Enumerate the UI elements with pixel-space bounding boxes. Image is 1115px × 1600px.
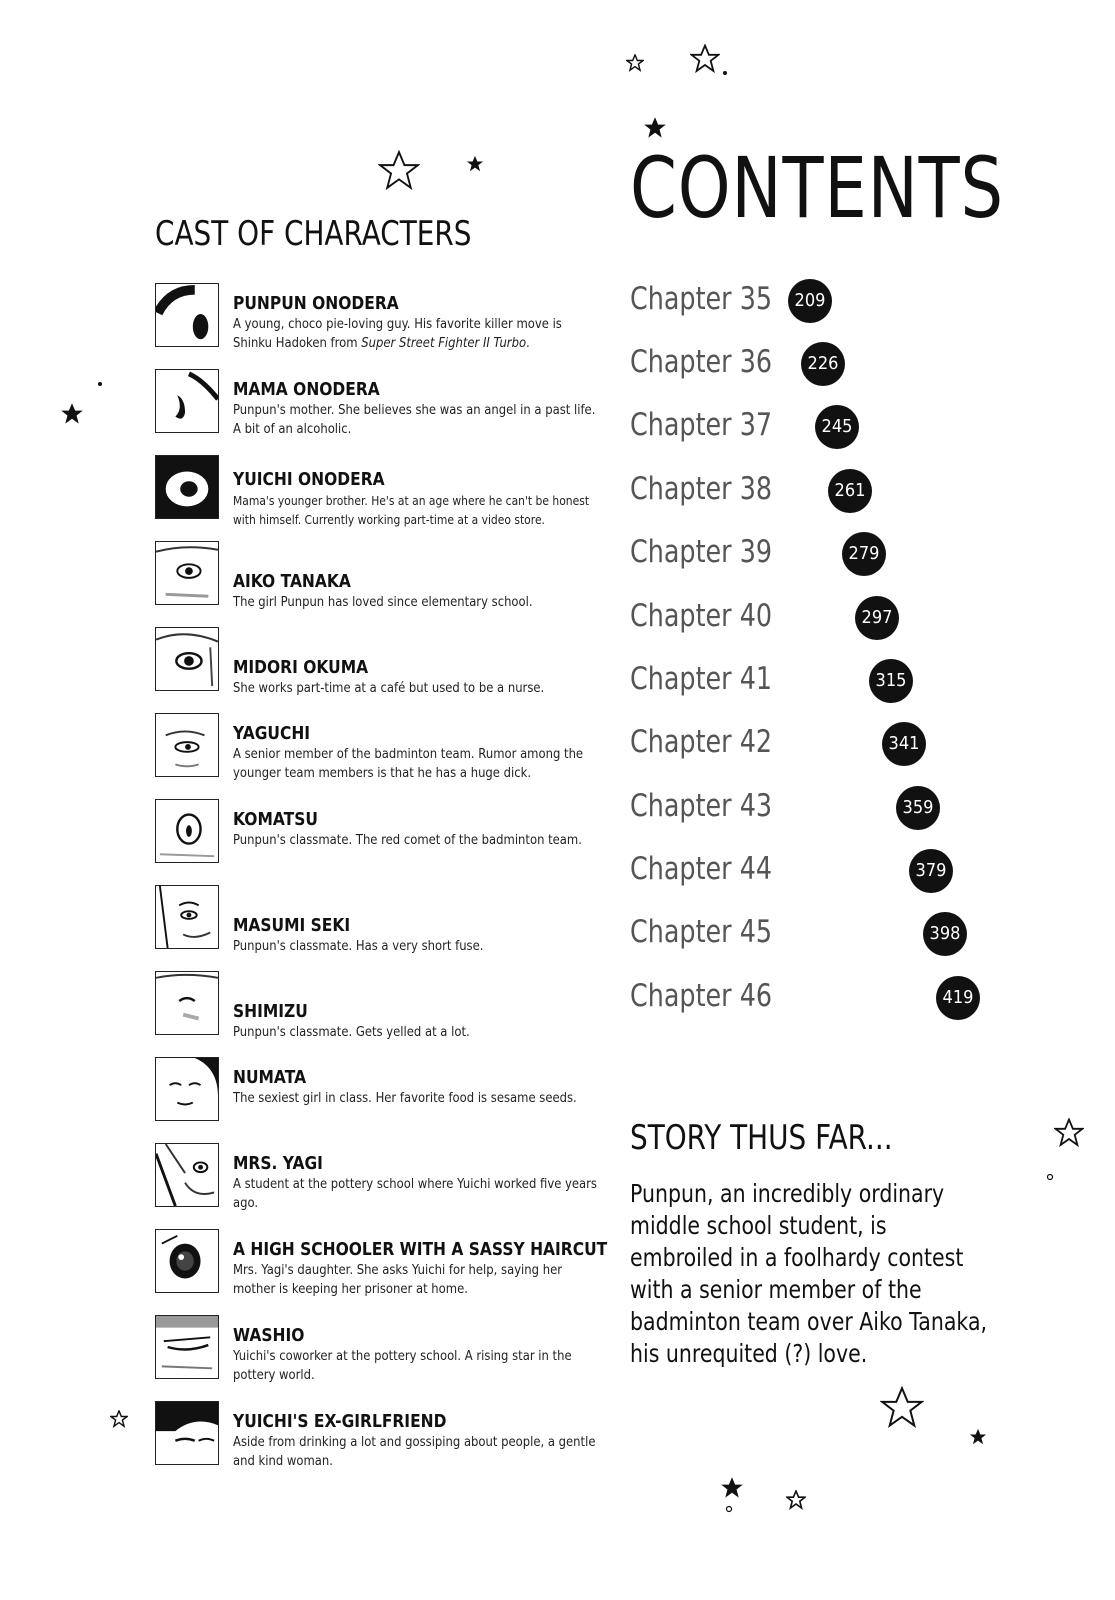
page-number-badge: 315 bbox=[869, 659, 913, 703]
page-number-badge: 379 bbox=[909, 849, 953, 893]
star-outline-icon bbox=[880, 1386, 924, 1430]
page-number-badge: 341 bbox=[882, 722, 926, 766]
cast-item-punpun bbox=[155, 283, 605, 351]
portrait-aiko bbox=[155, 541, 219, 605]
portrait-mama bbox=[155, 369, 219, 433]
chapter-label[interactable]: Chapter 40 bbox=[630, 598, 773, 634]
page-number-badge: 226 bbox=[801, 342, 845, 386]
cast-item-mrs-yagi bbox=[155, 1143, 605, 1211]
chapter-label[interactable]: Chapter 37 bbox=[630, 407, 773, 443]
cast-item-yuichi bbox=[155, 455, 605, 527]
cast-name: MAMA ONODERA bbox=[233, 379, 380, 400]
star-outline-icon bbox=[786, 1490, 806, 1510]
story-text: Punpun, an incredibly ordinary middle school student, is embroiled in a foolhardy contest with a senior member of the badminton team over Aiko Tanaka, his unrequited (?) love. bbox=[630, 1179, 988, 1368]
cast-desc: A young, choco pie-loving guy. His favorite killer move is Shinku Hadoken from Super Street Fighter II Turbo. bbox=[233, 316, 562, 351]
chapter-label[interactable]: Chapter 36 bbox=[630, 344, 773, 380]
cast-item-numata bbox=[155, 1057, 605, 1125]
cast-item-yaguchi bbox=[155, 713, 605, 781]
chapter-label[interactable]: Chapter 43 bbox=[630, 788, 773, 824]
cast-item-ex-girlfriend bbox=[155, 1401, 605, 1469]
page-number-badge: 209 bbox=[788, 279, 832, 323]
dot-icon bbox=[725, 1505, 733, 1513]
star-filled-icon bbox=[466, 155, 484, 173]
portrait-numata bbox=[155, 1057, 219, 1121]
portrait-ex-girlfriend bbox=[155, 1401, 219, 1465]
page-number-badge: 261 bbox=[828, 469, 872, 513]
star-outline-icon bbox=[1054, 1118, 1084, 1148]
cast-desc: A student at the pottery school where Yuichi worked five years ago. bbox=[233, 1176, 597, 1211]
cast-desc: Punpun's mother. She believes she was an angel in a past life. A bit of an alcoholic. bbox=[233, 402, 596, 437]
story-title: STORY THUS FAR... bbox=[630, 1118, 893, 1158]
cast-desc: Punpun's classmate. Gets yelled at a lot. bbox=[233, 1024, 470, 1040]
cast-item-mama bbox=[155, 369, 605, 437]
chapter-label[interactable]: Chapter 46 bbox=[630, 978, 773, 1014]
page-number-badge: 245 bbox=[815, 405, 859, 449]
cast-desc: The sexiest girl in class. Her favorite food is sesame seeds. bbox=[233, 1090, 577, 1106]
cast-desc: Mrs. Yagi's daughter. She asks Yuichi for help, saying her mother is keeping her prisoner at home. bbox=[233, 1262, 562, 1297]
cast-item-masumi bbox=[155, 885, 605, 953]
portrait-komatsu bbox=[155, 799, 219, 863]
cast-name: SHIMIZU bbox=[233, 1001, 308, 1022]
chapter-label[interactable]: Chapter 42 bbox=[630, 724, 773, 760]
page-number-badge: 297 bbox=[855, 596, 899, 640]
chapter-label[interactable]: Chapter 44 bbox=[630, 851, 773, 887]
cast-desc: She works part-time at a café but used to be a nurse. bbox=[233, 680, 545, 696]
portrait-punpun bbox=[155, 283, 219, 347]
contents-title: CONTENTS bbox=[630, 139, 1004, 237]
star-filled-icon bbox=[720, 1476, 744, 1500]
portrait-mrs-yagi bbox=[155, 1143, 219, 1207]
cast-name: PUNPUN ONODERA bbox=[233, 293, 399, 314]
portrait-washio bbox=[155, 1315, 219, 1379]
portrait-masumi bbox=[155, 885, 219, 949]
dot-icon bbox=[1046, 1173, 1054, 1181]
cast-desc: Punpun's classmate. The red comet of the badminton team. bbox=[233, 832, 582, 848]
chapter-label[interactable]: Chapter 38 bbox=[630, 471, 773, 507]
page-number-badge: 279 bbox=[842, 532, 886, 576]
star-filled-icon bbox=[969, 1428, 987, 1446]
portrait-shimizu bbox=[155, 971, 219, 1035]
cast-item-aiko bbox=[155, 541, 605, 609]
chapter-label[interactable]: Chapter 39 bbox=[630, 534, 773, 570]
cast-desc: Mama's younger brother. He's at an age where he can't be honest with himself. Currently working part-time at a video store. bbox=[233, 493, 590, 527]
cast-name: YUICHI'S EX-GIRLFRIEND bbox=[233, 1411, 447, 1432]
cast-name: WASHIO bbox=[233, 1325, 305, 1346]
cast-desc: The girl Punpun has loved since elementary school. bbox=[233, 594, 533, 610]
cast-item-komatsu bbox=[155, 799, 605, 867]
page-number-badge: 398 bbox=[923, 912, 967, 956]
cast-title: CAST OF CHARACTERS bbox=[155, 214, 472, 254]
cast-name: YUICHI ONODERA bbox=[233, 469, 385, 490]
star-outline-icon bbox=[378, 150, 420, 192]
cast-name: NUMATA bbox=[233, 1067, 307, 1088]
cast-desc: A senior member of the badminton team. Rumor among the younger team members is that he has a huge dick. bbox=[233, 746, 584, 781]
cast-desc: Aside from drinking a lot and gossiping about people, a gentle and kind woman. bbox=[233, 1434, 596, 1469]
dot-icon bbox=[97, 381, 103, 387]
cast-name: KOMATSU bbox=[233, 809, 318, 830]
cast-desc: Punpun's classmate. Has a very short fuse. bbox=[233, 938, 484, 954]
chapter-label[interactable]: Chapter 35 bbox=[630, 281, 773, 317]
dot-icon bbox=[722, 70, 728, 76]
cast-item-high-schooler bbox=[155, 1229, 608, 1297]
chapter-label[interactable]: Chapter 41 bbox=[630, 661, 773, 697]
cast-name: MASUMI SEKI bbox=[233, 915, 351, 936]
cast-desc: Yuichi's coworker at the pottery school. A rising star in the pottery world. bbox=[233, 1348, 572, 1383]
cast-item-washio bbox=[155, 1315, 605, 1383]
portrait-high-schooler bbox=[155, 1229, 219, 1293]
star-outline-icon bbox=[110, 1410, 128, 1428]
page-number-badge: 419 bbox=[936, 976, 980, 1020]
chapter-label[interactable]: Chapter 45 bbox=[630, 914, 773, 950]
star-outline-icon bbox=[626, 54, 644, 72]
portrait-midori bbox=[155, 627, 219, 691]
cast-name: MRS. YAGI bbox=[233, 1153, 323, 1174]
star-filled-icon bbox=[643, 116, 667, 140]
cast-name: MIDORI OKUMA bbox=[233, 657, 369, 678]
portrait-yaguchi bbox=[155, 713, 219, 777]
cast-item-shimizu bbox=[155, 971, 605, 1039]
star-outline-icon bbox=[690, 44, 720, 74]
page-number-badge: 359 bbox=[896, 786, 940, 830]
portrait-yuichi bbox=[155, 455, 219, 519]
cast-name: YAGUCHI bbox=[233, 723, 311, 744]
star-filled-icon bbox=[60, 402, 84, 426]
cast-item-midori bbox=[155, 627, 605, 695]
cast-name: AIKO TANAKA bbox=[233, 571, 351, 592]
cast-name: A HIGH SCHOOLER WITH A SASSY HAIRCUT bbox=[233, 1239, 608, 1260]
